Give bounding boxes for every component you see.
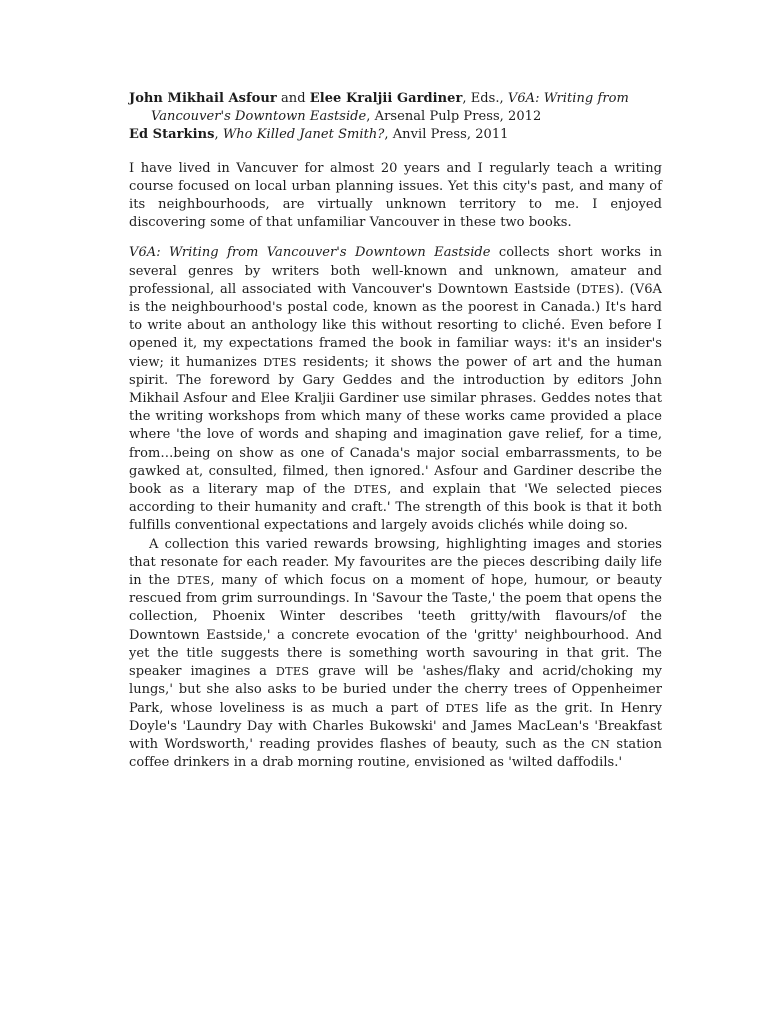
citation-janet-smith <box>129 126 662 144</box>
citation-author-2: Elee Kraljii Gardiner <box>309 91 463 106</box>
citation-separator: , <box>214 127 223 143</box>
paragraph-book-title: V6A: Writing from Vancouver's Downtown Eastside <box>129 245 491 261</box>
citation-title-janet-smith: Who Killed Janet Smith? <box>222 127 385 143</box>
text-run: collects short works in several genres by writers both well-known and unknown, amateur and professional, all associated with Vancouver's Downtown Eastside ( <box>129 245 662 297</box>
text-run: A collection this varied rewards browsing, highlighting images and stories that resonate for each reader. My favourites are the pieces describing daily life in the <box>129 536 662 589</box>
citation-publisher-janet-smith: , Anvil Press, 2011 <box>384 127 509 143</box>
citation-and: and <box>280 91 306 106</box>
paragraph-intro: I have lived in Vancuver for almost 20 years and I regularly teach a writing course focused on local urban planning issues. Yet this city's past, and many of its neighbourhoods, are virtually unknown territory to me. I enjoyed discovering some of that unfamiliar Vancouver in these two books. <box>129 160 662 231</box>
citation-v6a <box>129 90 662 126</box>
citation-title-v6a: V6A: Writing from Vancouver's Downtown Eastside <box>151 91 629 125</box>
acronym-dtes: DTES <box>445 701 479 715</box>
paragraph-favourites <box>129 536 662 773</box>
acronym-dtes: DTES <box>263 355 297 369</box>
citation-eds: , Eds., <box>462 91 508 106</box>
text-run: residents; it shows the power of art and the human spirit. The foreword by Gary Geddes and the introduction by editors John Mikhail Asfour and Elee Kraljii Gardiner use similar phrases. Geddes notes that the writing workshops from which many of these works came provided a place where 'the love of words and shaping and imagination gave relief, for a time, from…being on show as one of Canada's major social embarrassments, to be gawked at, consulted, filmed, then ignored.' Asfour and Gardiner describe the book as a literary map of the <box>129 354 663 498</box>
text-run: , and explain that 'We selected pieces according to their humanity and craft.' The strength of this book is that it both fulfills conventional expectations and largely avoids clichés while doing so. <box>129 482 662 534</box>
acronym-dtes: DTES <box>275 665 310 679</box>
text-run: station coffee drinkers in a drab morning routine, envisioned as 'wilted daffodils.' <box>129 736 662 771</box>
acronym-cn: CN <box>591 737 611 751</box>
book-review-page <box>129 90 662 772</box>
acronym-dtes: DTES <box>176 574 211 588</box>
text-run: ). (V6A is the neighbourhood's postal code, known as the poorest in Canada.) It's hard to write about an anthology like this without resorting to cliché. Even before I opened it, my expectations framed the book in familiar ways: it's an insider's view; it humanizes <box>129 281 662 370</box>
acronym-dtes: DTES <box>353 483 388 497</box>
reviewed-books-citations <box>129 90 662 145</box>
citation-author-starkins: Ed Starkins <box>129 127 215 143</box>
text-run: , many of which focus on a moment of hope, humour, or beauty rescued from grim surroundings. In 'Savour the Taste,' the poem that opens the collection, Phoenix Winter describes 'teeth gritty/with flavours/of the Downtown Eastside,' a concrete evocation of the 'gritty' neighbourhood. And yet the title suggests there is something worth savouring in that grit. The speaker imagines a <box>129 573 662 680</box>
citation-publisher-v6a: , Arsenal Pulp Press, 2012 <box>366 109 542 125</box>
text-run: life as the grit. In Henry Doyle's 'Laundry Day with Charles Bukowski' and James MacLean's 'Breakfast with Wordsworth,' reading provides flashes of beauty, such as the <box>129 700 662 752</box>
paragraph-v6a-overview <box>129 244 662 535</box>
acronym-dtes: DTES <box>581 282 615 296</box>
citation-author-1: John Mikhail Asfour <box>129 91 277 106</box>
text-run: grave will be 'ashes/flaky and acrid/choking my lungs,' but she also asks to be buried under the cherry trees of Oppenheimer Park, whose loveliness is as much a part of <box>129 664 662 716</box>
